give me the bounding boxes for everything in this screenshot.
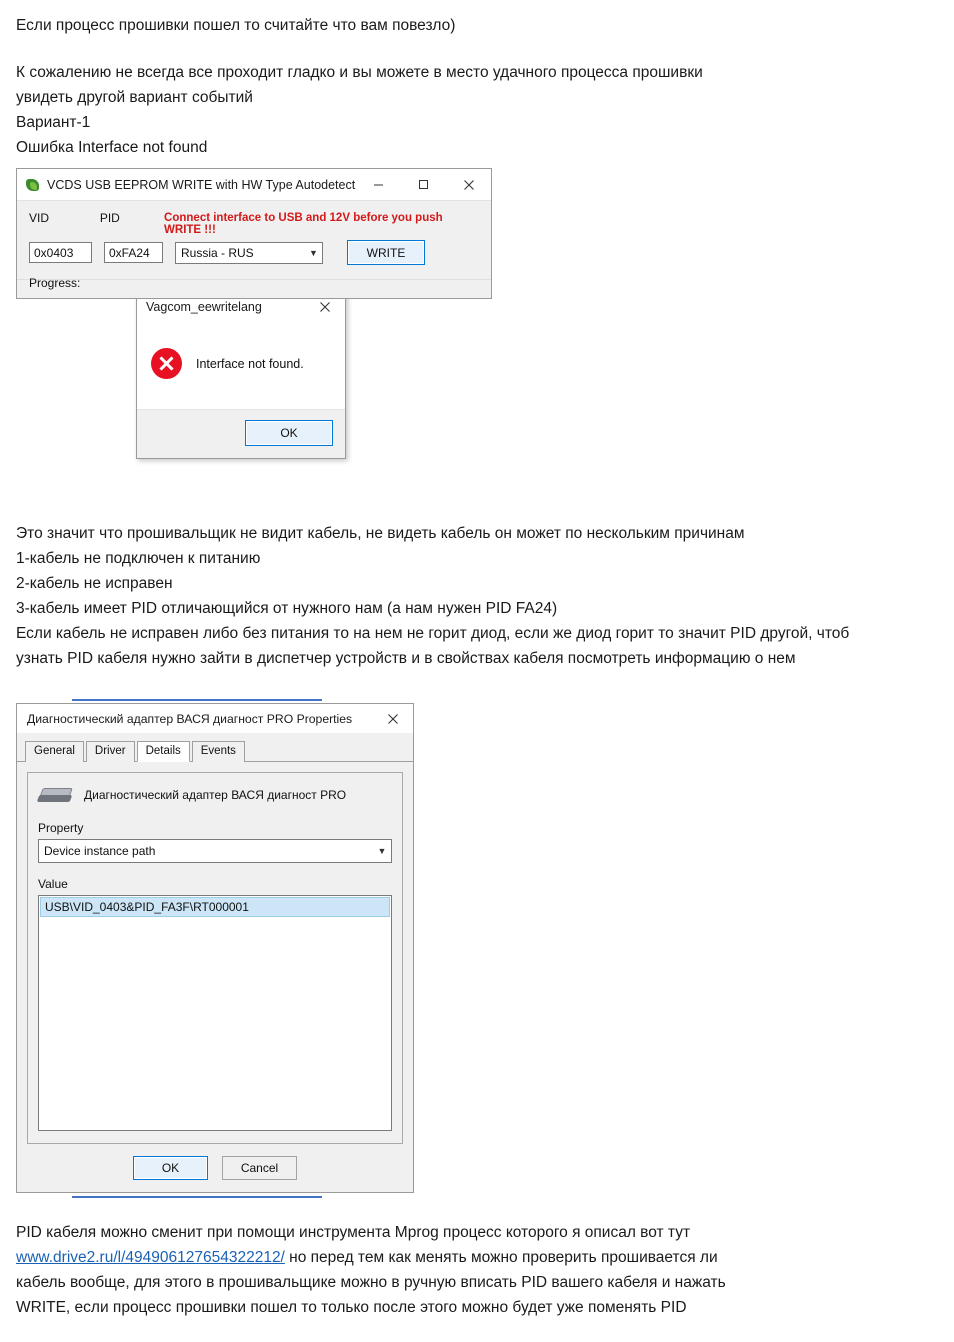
paragraph-warning-line1: К сожалению не всегда все проходит гладко и вы можете в место удачного процесса прошивки bbox=[16, 64, 703, 81]
value-list-item[interactable]: USB\VID_0403&PID_FA3F\RT000001 bbox=[40, 897, 390, 917]
error-dialog-title: Vagcom_eewritelang bbox=[146, 300, 262, 314]
pid-label: PID bbox=[99, 211, 120, 225]
paragraph-diagnose-line2: узнать PID кабеля нужно зайти в диспетчер устройств и в свойствах кабеля посмотреть информацию о нем bbox=[16, 650, 796, 667]
progress-label: Progress: bbox=[29, 276, 81, 290]
vid-input[interactable]: 0x0403 bbox=[29, 242, 92, 263]
vid-label: VID bbox=[29, 211, 50, 225]
device-icon bbox=[38, 783, 74, 807]
device-properties-window bbox=[16, 703, 414, 1193]
paragraph-cause-3: 3-кабель имеет PID отличающийся от нужного нам (а нам нужен PID FA24) bbox=[16, 600, 558, 617]
language-select[interactable] bbox=[175, 242, 323, 264]
paragraph-mprog-line1 bbox=[0, 1220, 954, 1245]
paragraph-mprog-line4: WRITE, если процесс прошивки пошел то только после этого можно будет уже поменять PID bbox=[16, 1299, 687, 1316]
property-label: Property bbox=[38, 821, 84, 835]
leaf-app-icon bbox=[25, 177, 41, 193]
error-dialog-body bbox=[137, 322, 345, 409]
device-properties-wrapper bbox=[0, 693, 954, 1198]
eeprom-window-title: VCDS USB EEPROM WRITE with HW Type Autodetect bbox=[47, 177, 356, 192]
device-properties-titlebar[interactable] bbox=[17, 704, 413, 733]
paragraph-mprog-rest: но перед тем как менять можно проверить прошивается ли bbox=[284, 1249, 718, 1266]
paragraph-error-title: Ошибка Interface not found bbox=[16, 139, 208, 156]
error-dialog-footer bbox=[137, 409, 345, 458]
language-select-value: Russia - RUS bbox=[181, 245, 254, 260]
details-panel-inner bbox=[27, 772, 403, 1144]
tab-driver[interactable]: Driver bbox=[86, 741, 135, 762]
tab-general[interactable]: General bbox=[25, 741, 84, 762]
eeprom-write-window bbox=[16, 168, 492, 299]
error-ok-button[interactable]: OK bbox=[245, 420, 333, 446]
paragraph-mprog-text: PID кабеля можно сменит при помощи инструмента Mprog процесс которого я описал вот тут bbox=[16, 1224, 691, 1241]
paragraph-variant-1: Вариант-1 bbox=[16, 114, 91, 131]
properties-cancel-button[interactable]: Cancel bbox=[222, 1156, 297, 1180]
device-properties-title: Диагностический адаптер ВАСЯ диагност PRO Properties bbox=[27, 711, 353, 726]
paragraph-cause-intro: Это значит что прошивальщик не видит кабель, не видеть кабель он может по нескольким причинам bbox=[16, 525, 745, 542]
paragraph-diagnose-line1: Если кабель не исправен либо без питания то на нем не горит диод, если же диод горит то значит PID другой, чтоб bbox=[16, 625, 850, 642]
pid-input[interactable]: 0xFA24 bbox=[104, 242, 163, 263]
eeprom-write-window-wrapper bbox=[0, 160, 954, 299]
details-panel bbox=[17, 762, 413, 1144]
paragraph-mprog-line3: кабель вообще, для этого в прошивальщике можно в ручную вписать PID вашего кабеля и нажать bbox=[16, 1274, 726, 1291]
maximize-icon[interactable] bbox=[401, 169, 446, 200]
properties-footer bbox=[17, 1144, 413, 1192]
decorative-rule-bottom bbox=[72, 1196, 322, 1198]
close-icon[interactable] bbox=[446, 169, 491, 200]
drive2-link[interactable]: www.drive2.ru/l/494906127654322212/ bbox=[16, 1249, 285, 1266]
properties-ok-button[interactable]: OK bbox=[133, 1156, 208, 1180]
paragraph-cause-1: 1-кабель не подключен к питанию bbox=[16, 550, 261, 567]
property-select-value: Device instance path bbox=[44, 844, 156, 858]
device-name: Диагностический адаптер ВАСЯ диагност PRO bbox=[84, 788, 347, 802]
eeprom-titlebar[interactable] bbox=[17, 169, 491, 201]
error-message: Interface not found. bbox=[196, 356, 304, 371]
chevron-down-icon: ▼ bbox=[309, 247, 318, 258]
error-dialog bbox=[136, 291, 346, 459]
paragraph-cause-2: 2-кабель не исправен bbox=[16, 575, 173, 592]
error-dialog-wrapper bbox=[0, 291, 954, 459]
chevron-down-icon: ▼ bbox=[377, 846, 387, 856]
value-listbox[interactable] bbox=[38, 895, 392, 1131]
close-icon[interactable] bbox=[373, 704, 413, 734]
tab-details[interactable]: Details bbox=[137, 741, 190, 762]
decorative-rule-top bbox=[72, 699, 322, 701]
paragraph-mprog-line2 bbox=[0, 1245, 954, 1270]
value-label: Value bbox=[38, 877, 68, 891]
eeprom-body bbox=[17, 201, 491, 290]
property-select[interactable] bbox=[38, 839, 392, 863]
properties-tabstrip bbox=[17, 733, 413, 762]
connect-warning-text: Connect interface to USB and 12V before you push WRITE !!! bbox=[164, 212, 443, 236]
minimize-icon[interactable] bbox=[356, 169, 401, 200]
write-button[interactable]: WRITE bbox=[347, 240, 425, 265]
error-icon bbox=[151, 348, 182, 379]
paragraph-warning-line2: увидеть другой вариант событий bbox=[16, 89, 253, 106]
tab-events[interactable]: Events bbox=[192, 741, 245, 762]
device-header bbox=[38, 783, 392, 807]
paragraph-intro: Если процесс прошивки пошел то считайте что вам повезло) bbox=[16, 17, 456, 34]
